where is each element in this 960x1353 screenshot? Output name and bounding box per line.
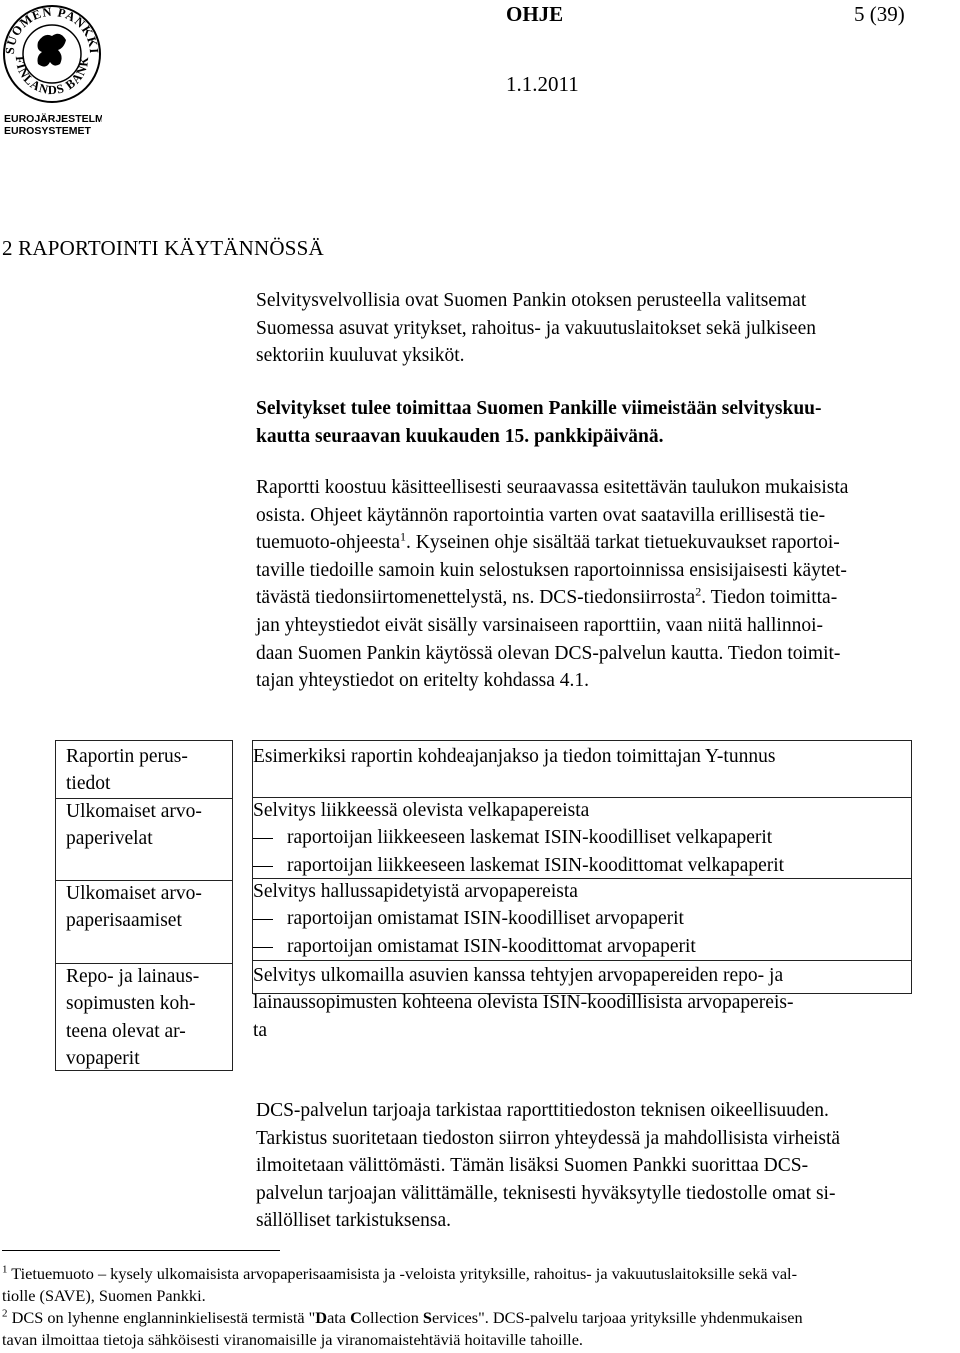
page-number: 5 (39) (854, 2, 905, 26)
text-line: jan yhteystiedot eivät sisälly varsinaiseen raporttiin, vaan niitä hallinnoi- (256, 614, 823, 636)
text-line: Selvitykset tulee toimittaa Suomen Pankille viimeistään selvityskuu- (256, 398, 822, 419)
table-cell-description: Esimerkiksi raportin kohdeajanjakso ja tiedon toimittajan Y-tunnus (253, 746, 776, 767)
paragraph-deadline (256, 395, 960, 450)
footnote-ref-2: 2 (695, 584, 702, 599)
list-item: raportoijan omistamat ISIN-koodittomat arvopaperit (253, 933, 911, 960)
text-line: Selvitysvelvollisia ovat Suomen Pankin otoksen perusteella valitsemat (256, 290, 807, 311)
svg-text:FINLANDS BANK: FINLANDS BANK (12, 55, 92, 98)
text-line: sällölliset tarkistuksensa. (256, 1210, 451, 1232)
footnote-separator (2, 1250, 280, 1251)
section-heading: 2 RAPORTOINTI KÄYTÄNNÖSSÄ (2, 236, 324, 260)
report-parts-table (55, 740, 912, 1071)
table-right-column (252, 740, 912, 1041)
paragraph-reporters (256, 287, 960, 370)
text-line: ilmoitetaan välittömästi. Tämän lisäksi Suomen Pankki suorittaa DCS- (256, 1155, 809, 1177)
table-cell-label: Ulkomaiset arvo- paperisaamiset (66, 883, 202, 932)
logo-emblem (2, 2, 102, 136)
text-line: tävästä tiedonsiirtomenettelystä, ns. DCS-tiedonsiirrosta$^2$. Tiedon toimitta- (256, 584, 838, 609)
text-line: daan Suomen Pankin käytössä olevan DCS-palvelun kautta. Tiedon toimit- (256, 642, 841, 664)
svg-text:SUOMEN PANKKI: SUOMEN PANKKI (2, 4, 102, 55)
text-line: sektoriin kuuluvat yksiköt. (256, 345, 465, 367)
svg-text:EUROSYSTEMET: EUROSYSTEMET (4, 125, 91, 136)
dash-bullet (253, 838, 273, 839)
table-left-column (55, 740, 233, 1071)
footnote-ref-1: 1 (400, 529, 407, 544)
text-line: taville tiedoille samoin kuin selostuksen raportoinnissa ensisijaisesti käytet- (256, 559, 847, 581)
svg-text:EUROJÄRJESTELMÄ: EUROJÄRJESTELMÄ (4, 113, 102, 125)
table-cell-label: Ulkomaiset arvo- paperivelat (66, 801, 202, 850)
table-cell-description: Selvitys liikkeessä olevista velkapapereista raportoijan liikkeeseen laskemat ISIN-koodilliset velkapaperit raportoijan liikkeeseen laskemat ISIN-koodittomat velkapaperit (253, 797, 911, 879)
dash-bullet (253, 919, 273, 920)
dash-bullet (253, 947, 273, 948)
list-item: raportoijan liikkeeseen laskemat ISIN-koodittomat velkapaperit (253, 852, 911, 879)
text-line: Raportti koostuu käsitteellisesti seuraavassa esitettävän taulukon mukaisista (256, 477, 849, 498)
dash-bullet (253, 866, 273, 867)
table-cell-label: Raportin perus- tiedot (66, 746, 188, 795)
document-date: 1.1.2011 (506, 72, 579, 96)
list-item: raportoijan omistamat ISIN-koodilliset arvopaperit (253, 905, 911, 932)
footnote-mark: 2 (2, 1307, 8, 1320)
table-cell-description: Selvitys hallussapidetyistä arvopapereista raportoijan omistamat ISIN-koodilliset arvopaperit raportoijan omistamat ISIN-koodittomat arvopaperit (253, 878, 911, 960)
text-line: palvelun tarjoajan välittämälle, teknisesti hyväksytylle tiedostolle omat si- (256, 1182, 836, 1204)
table-divider (253, 960, 911, 961)
paragraph-dcs-check (256, 1097, 960, 1235)
footnote-2: $^2$ DCS on lyhenne englanninkielisestä termistä "Data Collection Services". DCS-palvelu tarjoaa yrityksille yhdenmukaisen tavan ilmoittaa tietoja sähköisesti viranomaisille ja viranomaistehtäviä hoitaville tahoille. (2, 1307, 803, 1349)
paragraph-report-structure (256, 474, 960, 695)
footnote-mark: 1 (2, 1263, 8, 1276)
text-line: tuemuoto-ohjeesta$^1$. Kyseinen ohje sisältää tarkat tietuekuvaukset raportoi- (256, 529, 840, 554)
document-type: OHJE (506, 2, 564, 26)
table-cell-label: Repo- ja lainaus- sopimusten koh- teena olevat ar- vopaperit (66, 966, 200, 1069)
text-line: Tarkistus suoritetaan tiedoston siirron yhteydessä ja mahdollisista virheistä (256, 1127, 841, 1149)
footnote-1: $^1$ Tietuemuoto – kysely ulkomaisista arvopaperisaamisista ja -veloista yrityksille, rahoitus- ja vakuutuslaitoksille sekä val- tiolle (SAVE), Suomen Pankki. (2, 1263, 797, 1305)
suomen-pankki-logo (2, 2, 102, 136)
text-line: kautta seuraavan kuukauden 15. pankkipäivänä. (256, 425, 664, 447)
text-line: osista. Ohjeet käytännön raportointia varten ovat saatavilla erillisestä tie- (256, 504, 826, 526)
table-cell-description: Selvitys ulkomailla asuvien kanssa tehtyjen arvopapereiden repo- ja lainaussopimusten kohteena olevista ISIN-koodillisista arvopapereis- ta (253, 965, 794, 1041)
text-line: Suomessa asuvat yritykset, rahoitus- ja vakuutuslaitokset sekä julkiseen (256, 317, 816, 339)
list-item: raportoijan liikkeeseen laskemat ISIN-koodilliset velkapaperit (253, 824, 911, 851)
text-line: tajan yhteystiedot on eritelty kohdassa 4.1. (256, 670, 590, 692)
text-line: DCS-palvelun tarjoaja tarkistaa raporttitiedoston teknisen oikeellisuuden. (256, 1100, 829, 1121)
